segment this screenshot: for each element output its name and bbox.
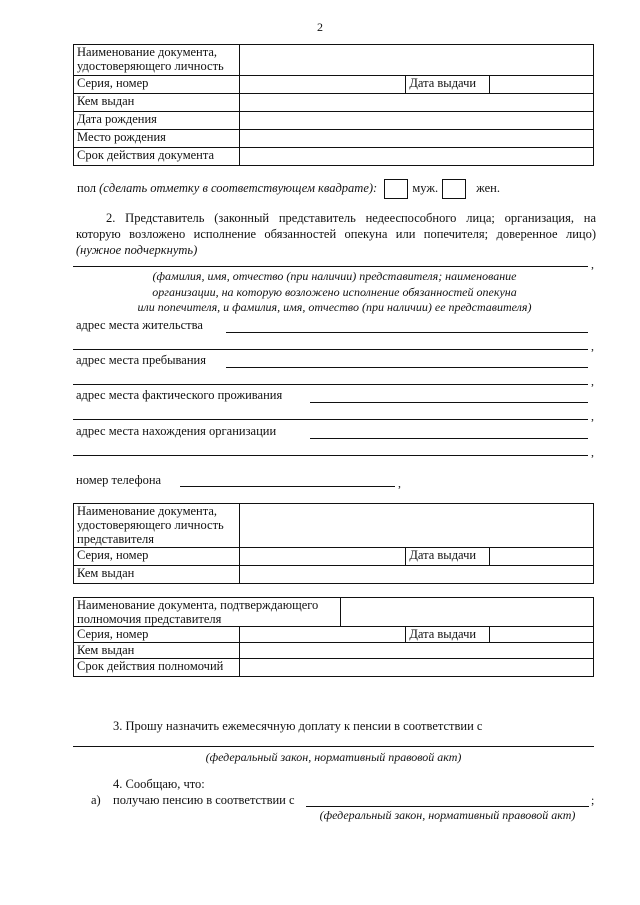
phone-line[interactable] bbox=[180, 486, 395, 487]
authority-validity-label: Срок действия полномочий bbox=[74, 659, 240, 677]
comma: , bbox=[398, 476, 401, 490]
gender-instruction: (сделать отметку в соответствующем квадрате): bbox=[99, 181, 378, 195]
authority-doc-name-field[interactable] bbox=[340, 598, 593, 627]
item-a-line[interactable] bbox=[306, 806, 589, 807]
section3-caption: (федеральный закон, нормативный правовой акт) bbox=[205, 750, 462, 764]
authority-issued-by-field[interactable] bbox=[239, 643, 593, 659]
issue-date-field[interactable] bbox=[490, 76, 594, 94]
rep-doc-table bbox=[73, 503, 594, 584]
representative-name-line[interactable] bbox=[73, 266, 588, 267]
comma: , bbox=[591, 339, 594, 353]
phone-label: номер телефона bbox=[76, 473, 162, 487]
authority-issue-date-label: Дата выдачи bbox=[406, 627, 490, 643]
item-a-letter: а) bbox=[91, 793, 101, 807]
authority-issued-by-label: Кем выдан bbox=[74, 643, 240, 659]
male-checkbox[interactable] bbox=[384, 179, 408, 199]
item-a-text: получаю пенсию в соответствии с bbox=[113, 793, 295, 807]
authority-validity-field[interactable] bbox=[239, 659, 593, 677]
female-label: жен. bbox=[476, 181, 500, 195]
birth-date-label: Дата рождения bbox=[74, 112, 240, 130]
comma: , bbox=[591, 445, 594, 459]
item-a-caption: (федеральный закон, нормативный правовой акт) bbox=[319, 808, 576, 822]
authority-series-number-field[interactable] bbox=[239, 627, 406, 643]
comma: , bbox=[591, 409, 594, 423]
name-caption-1: (фамилия, имя, отчество (при наличии) представителя; наименование bbox=[152, 269, 517, 283]
comma: , bbox=[591, 374, 594, 388]
rep-issue-date-field[interactable] bbox=[490, 548, 594, 566]
name-caption-3: или попечителя, и фамилия, имя, отчество (при наличии) ее представителя) bbox=[137, 300, 532, 314]
address-residence-line-1[interactable] bbox=[226, 332, 588, 333]
birth-date-field[interactable] bbox=[239, 112, 593, 130]
address-org-line-2[interactable] bbox=[73, 455, 588, 456]
series-number-field[interactable] bbox=[239, 76, 406, 94]
representative-heading-text: 2. Представитель (законный представитель недееспособного лица; организация, на которую возложено исполнение обязанностей опекуна или попечителя; доверенное лицо) bbox=[76, 211, 596, 241]
rep-issued-by-label: Кем выдан bbox=[74, 566, 240, 584]
rep-doc-name-field[interactable] bbox=[239, 504, 593, 548]
address-residence-line-2[interactable] bbox=[73, 349, 588, 350]
rep-doc-name-label: Наименование документа, удостоверяющего личность представителя bbox=[74, 504, 240, 548]
authority-issue-date-field[interactable] bbox=[490, 627, 594, 643]
female-checkbox[interactable] bbox=[442, 179, 466, 199]
rep-issued-by-field[interactable] bbox=[239, 566, 593, 584]
address-stay-line-2[interactable] bbox=[73, 384, 588, 385]
issued-by-field[interactable] bbox=[239, 94, 593, 112]
authority-series-number-label: Серия, номер bbox=[74, 627, 240, 643]
address-stay-label: адрес места пребывания bbox=[76, 353, 206, 367]
address-actual-line-1[interactable] bbox=[310, 402, 588, 403]
address-actual-line-2[interactable] bbox=[73, 419, 588, 420]
validity-label: Срок действия документа bbox=[74, 148, 240, 166]
representative-heading bbox=[76, 210, 596, 258]
rep-series-number-label: Серия, номер bbox=[74, 548, 240, 566]
doc-name-label: Наименование документа, удостоверяющего личность bbox=[74, 45, 240, 76]
address-stay-line-1[interactable] bbox=[226, 367, 588, 368]
series-number-label: Серия, номер bbox=[74, 76, 240, 94]
validity-field[interactable] bbox=[239, 148, 593, 166]
issue-date-label: Дата выдачи bbox=[406, 76, 490, 94]
authority-table bbox=[73, 597, 594, 677]
doc-name-field[interactable] bbox=[239, 45, 593, 76]
name-caption-2: организации, на которую возложено исполнение обязанностей опекуна bbox=[152, 285, 517, 299]
underline-hint: (нужное подчеркнуть) bbox=[76, 243, 198, 257]
birth-place-field[interactable] bbox=[239, 130, 593, 148]
comma: , bbox=[591, 257, 594, 271]
issued-by-label: Кем выдан bbox=[74, 94, 240, 112]
applicant-doc-table bbox=[73, 44, 594, 166]
address-org-line-1[interactable] bbox=[310, 438, 588, 439]
semicolon: ; bbox=[591, 793, 595, 807]
authority-doc-name-label: Наименование документа, подтверждающего полномочия представителя bbox=[74, 598, 341, 627]
section4-text: 4. Сообщаю, что: bbox=[113, 777, 205, 791]
page-number: 2 bbox=[317, 20, 323, 34]
birth-place-label: Место рождения bbox=[74, 130, 240, 148]
gender-prefix: пол bbox=[77, 181, 100, 195]
gender-row bbox=[77, 178, 500, 199]
address-org-label: адрес места нахождения организации bbox=[76, 424, 277, 438]
address-residence-label: адрес места жительства bbox=[76, 318, 203, 332]
section3-text: 3. Прошу назначить ежемесячную доплату к пенсии в соответствии с bbox=[113, 719, 483, 733]
section3-line[interactable] bbox=[73, 746, 594, 747]
address-actual-label: адрес места фактического проживания bbox=[76, 388, 283, 402]
rep-series-number-field[interactable] bbox=[239, 548, 406, 566]
male-label: муж. bbox=[412, 181, 439, 195]
rep-issue-date-label: Дата выдачи bbox=[406, 548, 490, 566]
